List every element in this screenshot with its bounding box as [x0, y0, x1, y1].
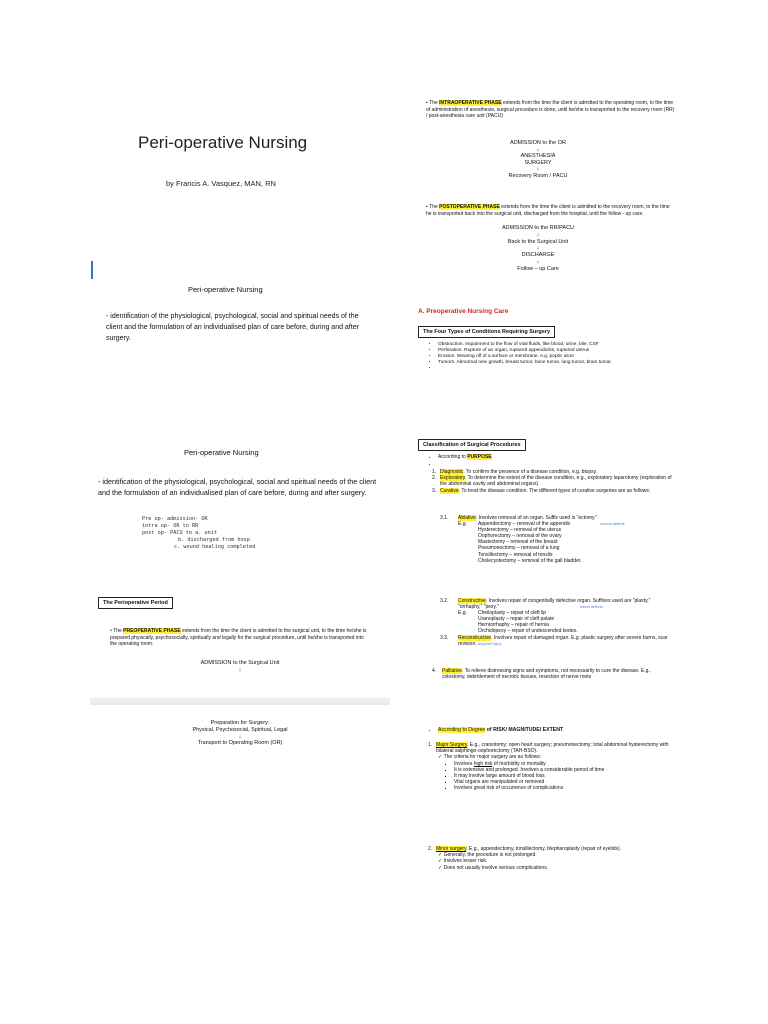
degree-highlight: According to Degree [438, 727, 486, 733]
flow-step: ANESTHESIA [520, 153, 556, 159]
list-item: Pneumonectomy – removal of a lung [478, 545, 560, 552]
note-line: intra op- OR to RR [142, 523, 199, 529]
flow-step: Follow – up Care [517, 265, 559, 272]
list-item: ▪ Involves great risk of occurrence of complications [454, 785, 676, 791]
preparation-title: Preparation for Surgery: [210, 720, 270, 726]
conditions-box-title: The Four Types of Conditions Requiring Surgery [418, 326, 555, 338]
slide-title [90, 95, 390, 245]
note-line: c. wound healing completed [174, 544, 256, 550]
minor-criteria-list [428, 852, 676, 871]
ablative-block: 3.1. Ablative. Involves removal of an organ. Suffix used is "ectomy." remove defects E.g. Appendectomy – removal of the appendix Hysterectomy – removal of the uterus Oophorectomy – removal of the ovary Mastectomy – removal of the breast Pneumonectomy – removal of a lung Tonsillectomy – removal of tonsils Cholecystectomy – removal of the gall bladder. [440, 515, 676, 564]
list-item: Herniorrhaphy – repair of hernia [478, 622, 549, 629]
list-item: • Erosion. Wearing off of a surface or membrane, e.g. peptic ulcer [438, 354, 680, 360]
flow-step: DISCHARGE [521, 252, 555, 259]
flow-step: ADMISSION to the RR/PACU [501, 225, 575, 231]
list-item: ▪ It is extensive and prolonged. Involves a considerable period of time [454, 767, 676, 773]
preparation-flow [90, 718, 390, 758]
slide-title-heading: Peri-operative Nursing [138, 133, 308, 152]
intraoperative-flow [418, 140, 658, 179]
list-item: Tonsillectomy – removal of tonsils [478, 551, 553, 558]
slide-definition [90, 255, 390, 415]
flow-arrow: ↓ [536, 231, 540, 238]
list-item: Uranoplasty – repair of cleft palate [478, 616, 555, 623]
list-item [438, 366, 680, 372]
slide-definition-body: - identification of the physiological, psychological, social and spiritual needs of the client and the formulation of an individualised plan of care before, during and after surgery. [106, 313, 359, 342]
list-item: ✓ Does not usually involve serious complications. [438, 865, 676, 871]
perioperative-box-title: The Perioperative Period [98, 597, 173, 609]
slide-title-byline: by Francis A. Vasquez, MAN, RN [166, 179, 276, 188]
list-item: • Perforation. Rupture of an organ, ruptured appendicitis, ruptured uterus [438, 348, 680, 354]
flow-arrow: ↓ [536, 245, 540, 252]
purpose-highlight: PURPOSE [467, 454, 492, 460]
palliative-item: 4. Palliative. To relieve distressing signs and symptoms, not necessarily to cure the disease. E.g., colostomy, debridement of necrotic tissues, resection of nerve roots [432, 668, 652, 681]
transport-step: Transport to Operating Room (OR) [197, 740, 283, 747]
preoperative-flow [90, 660, 390, 674]
constructive-block: 3.2. Constructive. Involves repair of congenitally defective organ. Suffixes used are "plasty," "orrhaphy," "pexy." inborn defects E.g. Cheiloplasty – repair of cleft lip Uranoplasty – repair of cleft palate Herniorrhaphy – repair of hernia Orchidopexy – repair of undescended testes. 3.3. Reconstructive. Involves repair of damaged organ. E.g. plastic surgery after severe burns, scar revision. acquired injury [440, 598, 676, 647]
flow-arrow: ↓ [238, 667, 242, 673]
note-line: Pre op- admission- OR [142, 516, 208, 522]
list-item: 1. Diagnostic. To confirm the presence of a disease condition, e.g. biopsy. [432, 469, 598, 475]
constructive-list [478, 610, 676, 634]
criteria-line: ✓ The criteria for major surgery are as follows: [438, 754, 676, 760]
list-item: 3. Curative. To treat the disease condition. The different types of curative surgeries are as follows: [432, 487, 651, 494]
note-line: b. discharged from hosp [178, 537, 250, 543]
conditions-list [424, 342, 680, 372]
list-item: Hysterectomy – removal of the uterus [478, 527, 562, 534]
classification-box-title: Classification of Surgical Procedures [418, 439, 526, 451]
purpose-list [432, 469, 676, 494]
flow-arrow: ↓ [238, 733, 242, 740]
degree-bullet: • According to Degree of RISK/ MAGNITUDE/ EXTENT [424, 727, 563, 734]
postoperative-bullet: • The POSTOPERATIVE PHASE extends from the time the client is admitted to the recovery room, to the time he is transported back into the surgical unit, discharged from the hospital, until the follow - up care. [426, 204, 670, 217]
slide-definition-heading: Peri-operative Nursing [188, 285, 263, 294]
postoperative-flow [418, 225, 658, 273]
major-criteria-list [428, 761, 676, 792]
ablative-list [478, 521, 676, 564]
classification-page [418, 436, 680, 706]
handwritten-notes [142, 516, 255, 551]
handwritten-note: remove defects [600, 522, 625, 526]
intraoperative-phase-highlight: INTRAOPERATIVE PHASE [439, 100, 502, 106]
intra-post-operative-page [418, 96, 680, 396]
flow-step: SURGERY [524, 159, 552, 166]
list-item: ▪ It may involve large amount of blood loss [454, 773, 676, 779]
flow-arrow: ↓ [536, 258, 540, 265]
preparation-areas: Physical, Psychosocial, Spiritual, Legal [192, 726, 288, 733]
major-surgery-item: 1. Major Surgery. E.g., craniotomy; open heart surgery; pneumonectomy; total abdominal hysterectomy with bilateral salphingo-oophorectomy (TAH-BSO). ✓ The criteria for major surgery are as follows: ▪ Involves high risk of morbidity or mortality ▪ It is extensive and prolonged. Involves a considerable period of time ▪ It may involve large amount of blood loss ▪ Vital organs are manipulated or removed ▪ Involves great risk of occurrence of complications [428, 742, 676, 792]
flow-arrow: ↓ [536, 146, 540, 153]
flow-step: ADMISSION to the OR [510, 140, 566, 146]
flow-arrow: ↓ [536, 166, 540, 172]
list-item: Oophorectomy – removal of the ovary [478, 533, 562, 540]
list-item: Appendectomy – removal of the appendix [478, 521, 571, 528]
list-item: • Tumors. Abnormal new growth, breast tumor, bone tumor, lung tumor, brain tumor. [438, 360, 680, 366]
list-item: Mastectomy – removal of the breast [478, 539, 558, 546]
list-item: Cholecystectomy – removal of the gall bladder. [478, 557, 582, 564]
list-item: Orchidopexy – repair of undescended testes. [478, 628, 578, 635]
purpose-bullets: • According to PURPOSE • [424, 454, 492, 467]
page-divider [90, 697, 390, 705]
list-item: • Obstruction. Impairment to the flow of vital fluids, like blood, urine, bile, CSF [438, 342, 680, 348]
intraoperative-bullet: • The INTRAOPERATIVE PHASE extends from the time the client is admitted to the operating room, to the time of administration of anesthesia, surgical procedure is done, until he/she is transported to the recovery room (RR) / post-anesthesia care unit (PACU) [426, 100, 675, 119]
slide-heading: Peri-operative Nursing [184, 448, 259, 457]
postoperative-phase-highlight: POSTOPERATIVE PHASE [439, 204, 500, 210]
list-item: ✓ Generally, the procedure is not prolonged. [438, 852, 676, 858]
slide-body: - identification of the physiological, psychological, social and spiritual needs of the client and the formulation of an individualised plan of care before, during and after surgery. [98, 477, 377, 497]
slide-perioperative-period [90, 440, 390, 695]
handwritten-note: inborn defects [580, 605, 603, 609]
flow-step: ADMISSION to the Surgical Unit [200, 660, 280, 666]
handwritten-note: acquired injury [478, 641, 502, 646]
note-line: post op- PACU to a. unit [142, 530, 217, 536]
flow-step: Back to the Surgical Unit [507, 238, 569, 245]
text-cursor [91, 261, 93, 279]
minor-surgery-item: 2. Minor surgery. E.g., appendectomy, tonsillectomy, blepharoplasty (repair of eyelids). ✓ Generally, the procedure is not prolonged. ✓ Involves lesser risk. ✓ Does not usually involve serious complications. [428, 846, 676, 871]
flow-step: Recovery Room / PACU [508, 172, 568, 179]
preoperative-bullet: • The PREOPERATIVE PHASE extends from the time the client is admitted to the surgical unit, to the time he/she is prepared physically, psychosocially, spiritually and legally for the surgical procedure, until he/she is transported into the operating room. [110, 628, 367, 647]
degree-of-risk-page [418, 724, 680, 894]
list-item: 2. Exploratory. To determine the extent of the disease condition, e.g., exploratory laparotomy (exploration of the abdominal cavity and abdominal organs) [432, 475, 672, 488]
list-item: ▪ Involves high risk of morbidity or mortality [454, 761, 676, 767]
section-title: A. Preoperative Nursing Care [418, 308, 509, 315]
list-item: Cheiloplasty – repair of cleft lip [478, 610, 547, 617]
list-item: ▪ Vital organs are manipulated or removed [454, 779, 676, 785]
list-item: ✓ Involves lesser risk. [438, 858, 676, 864]
preoperative-phase-highlight: PREOPERATIVE PHASE [123, 628, 181, 634]
